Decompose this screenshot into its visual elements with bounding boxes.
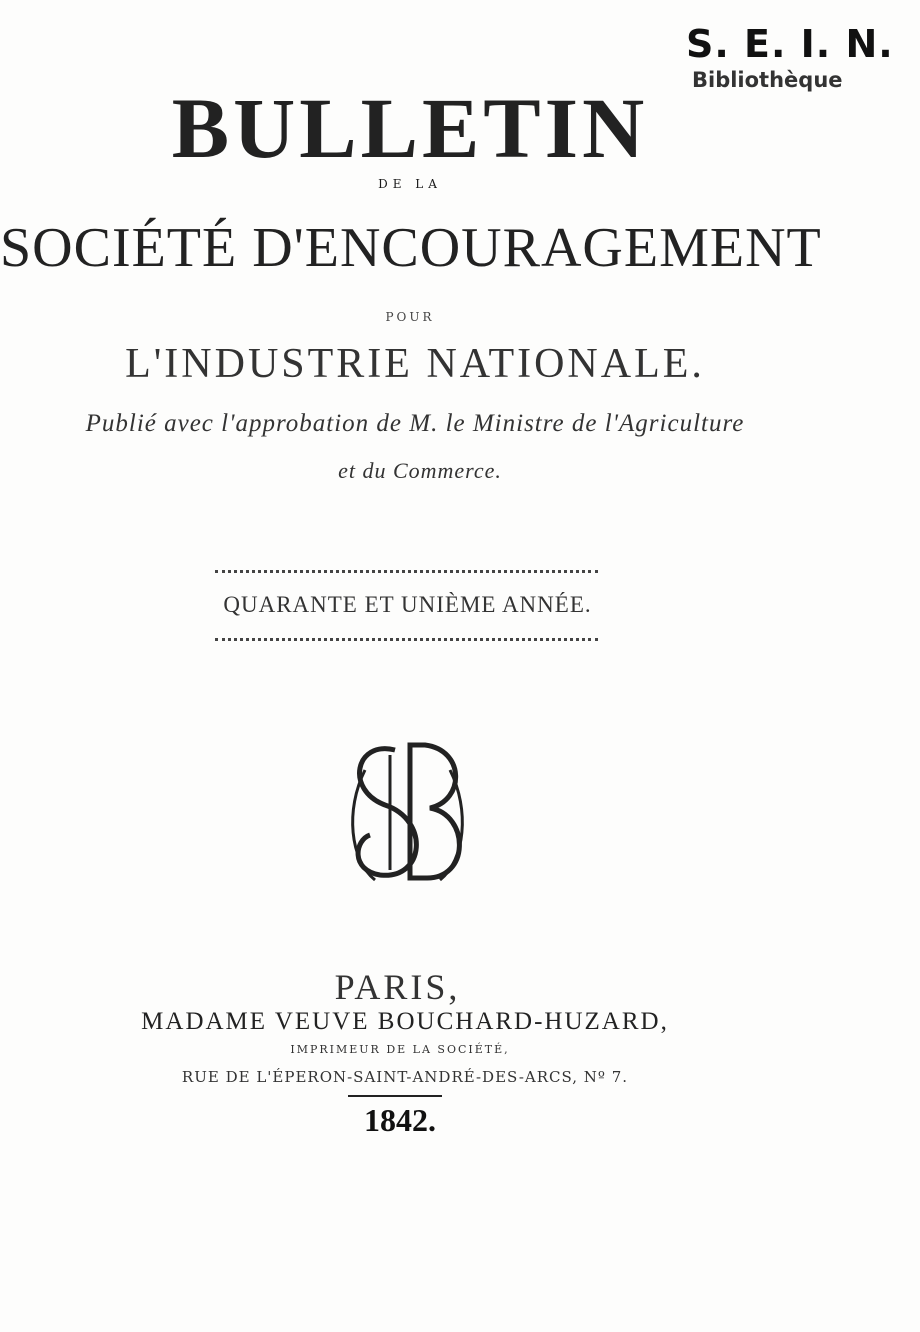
ornamental-rule-top [215,570,598,577]
imprint-address: RUE DE L'ÉPERON-SAINT-ANDRÉ-DES-ARCS, Nº 7. [181,1068,629,1086]
imprint-rule [348,1095,442,1097]
approval-line-1: Publié avec l'approbation de M. le Ministre de l'Agriculture [85,410,745,437]
imprint-city: PARIS, [334,967,461,1007]
library-stamp: S. E. I. N. [686,22,894,66]
title-societe: SOCIÉTÉ D'ENCOURAGEMENT [0,217,822,279]
monogram-emblem [335,730,475,890]
approval-line-2: et du Commerce. [338,458,502,483]
title-industrie: L'INDUSTRIE NATIONALE. [125,341,705,387]
library-stamp-subtitle: Bibliothèque [692,68,843,92]
imprint-role: IMPRIMEUR DE LA SOCIÉTÉ, [290,1043,510,1056]
title-pour: POUR [385,310,435,324]
volume-year-label: QUARANTE ET UNIÈME ANNÉE. [223,592,592,617]
imprint-publisher: MADAME VEUVE BOUCHARD-HUZARD, [141,1008,669,1035]
ornamental-rule-bottom [215,638,598,645]
title-de-la: DE LA [378,177,442,191]
title-bulletin: BULLETIN [171,80,649,176]
imprint-year: 1842. [364,1102,436,1138]
